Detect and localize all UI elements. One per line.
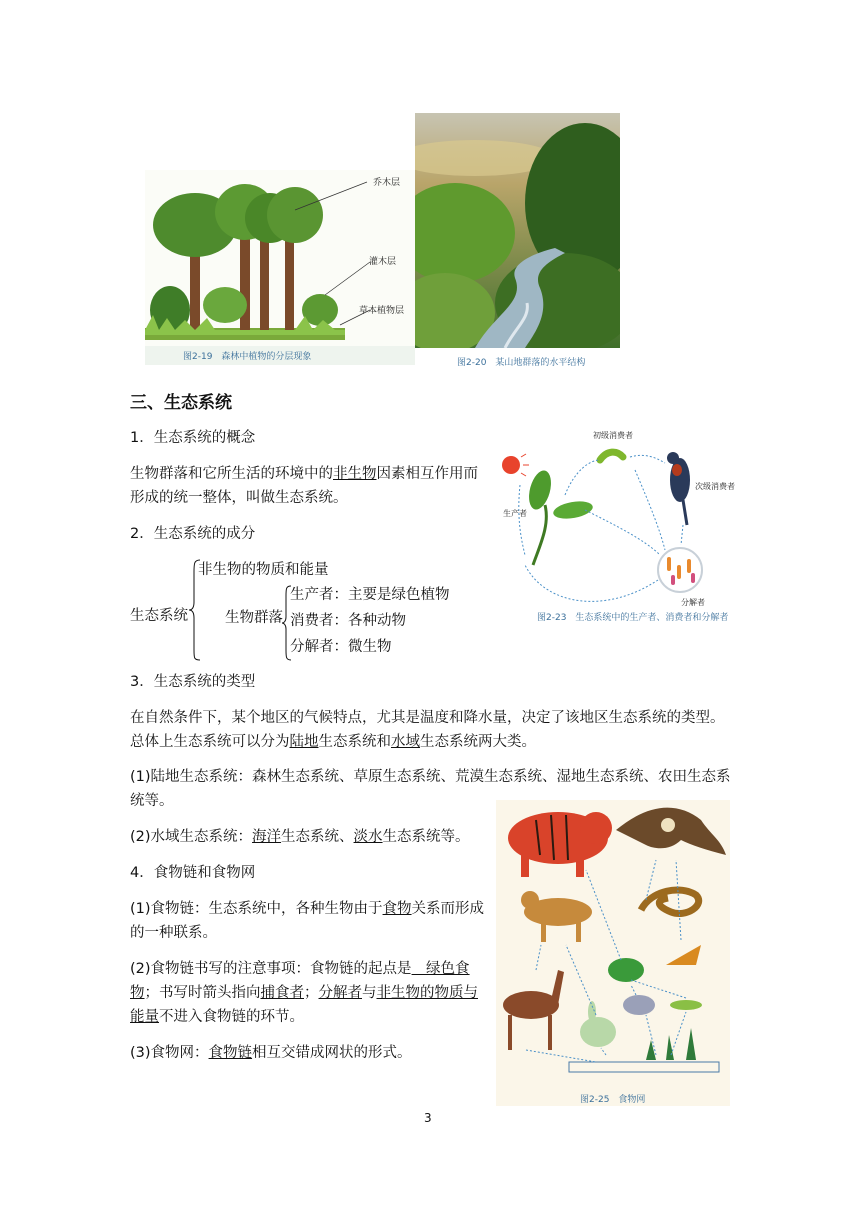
types-paragraph: 在自然条件下，某个地区的气候特点，尤其是温度和降水量，决定了该地区生态系统的类型。 总体上生态系统可以分为陆地生态系统和水域生态系统两大类。 bbox=[130, 710, 725, 750]
page-number: 3 bbox=[424, 1111, 432, 1125]
food-web-illustration bbox=[496, 800, 730, 1085]
label-shrub-layer: 灌木层 bbox=[369, 257, 397, 267]
heading-components: 2．生态系统的成分 bbox=[130, 526, 256, 542]
mountain-river-figure bbox=[415, 113, 620, 368]
blank-answer: 淡水 bbox=[353, 829, 383, 845]
forest-illustration bbox=[145, 170, 415, 365]
figure-caption: 图2-25 食物网 bbox=[580, 1095, 646, 1105]
land-ecosystems: (1)陆地生态系统：森林生态系统、草原生态系统、荒漠生态系统、湿地生态系统、农田生态系统等。 bbox=[130, 769, 731, 809]
blank-answer: 非生物的物质与能量 bbox=[130, 985, 478, 1025]
blank-answer: 水域 bbox=[391, 734, 420, 750]
ecosystem-diagram bbox=[495, 425, 745, 625]
figure-caption: 图2-23 生态系统中的生产者、消费者和分解者 bbox=[537, 613, 729, 623]
figure-caption: 图2-20 某山地群落的水平结构 bbox=[457, 358, 586, 368]
label-tree-layer: 乔木层 bbox=[373, 178, 401, 188]
blank-answer: 捕食者 bbox=[260, 985, 304, 1001]
components-tree bbox=[130, 556, 470, 662]
tree-abiotic: 非生物的物质和能量 bbox=[198, 562, 329, 578]
tree-consumer: 消费者：各种动物 bbox=[290, 613, 406, 629]
blank-answer: 非生物 bbox=[333, 466, 377, 482]
food-web-definition: (3)食物网：食物链相互交错成网状的形式。 bbox=[130, 1045, 412, 1061]
blank-answer: 分解者 bbox=[318, 985, 362, 1001]
label-decomposer: 分解者 bbox=[681, 598, 705, 607]
tree-decomposer: 分解者：微生物 bbox=[290, 639, 392, 655]
label-secondary-consumer: 次级消费者 bbox=[695, 482, 735, 491]
concept-paragraph: 生物群落和它所生活的环境中的非生物因素相互作用而形成的统一整体，叫做生态系统。 bbox=[130, 466, 478, 506]
blank-answer: 海洋 bbox=[252, 829, 282, 845]
forest-layers-figure bbox=[145, 170, 415, 365]
figure-caption: 图2-19 森林中植物的分层现象 bbox=[183, 352, 312, 362]
ecosystem-roles-figure bbox=[495, 425, 745, 625]
label-producer: 生产者 bbox=[503, 509, 527, 518]
food-chain-notes: (2)食物链书写的注意事项：食物链的起点是 绿色食物；书写时箭头指向捕食者；分解者与非生物的物质与能量不进入食物链的环节。 bbox=[130, 961, 478, 1025]
tree-root: 生态系统 bbox=[130, 608, 188, 624]
blank-answer: 陆地 bbox=[289, 734, 319, 750]
water-ecosystems: (2)水域生态系统：海洋生态系统、淡水生态系统等。 bbox=[130, 829, 470, 845]
label-herb-layer: 草本植物层 bbox=[359, 306, 405, 316]
food-web-figure bbox=[496, 800, 730, 1106]
river-photo bbox=[415, 113, 620, 348]
heading-types: 3．生态系统的类型 bbox=[130, 674, 256, 690]
blank-answer: 绿色食物 bbox=[130, 961, 470, 1001]
heading-food-chain: 4．食物链和食物网 bbox=[130, 865, 256, 881]
tree-community: 生物群落 bbox=[225, 610, 283, 626]
blank-answer: 食物 bbox=[382, 901, 412, 917]
blank-answer: 食物链 bbox=[208, 1045, 253, 1061]
label-primary-consumer: 初级消费者 bbox=[593, 431, 633, 440]
tree-producer: 生产者：主要是绿色植物 bbox=[290, 587, 450, 603]
section-title: 三、生态系统 bbox=[130, 393, 232, 413]
heading-concept: 1．生态系统的概念 bbox=[130, 430, 256, 446]
food-chain-definition: (1)食物链：生态系统中，各种生物由于食物关系而形成的一种联系。 bbox=[130, 901, 485, 941]
